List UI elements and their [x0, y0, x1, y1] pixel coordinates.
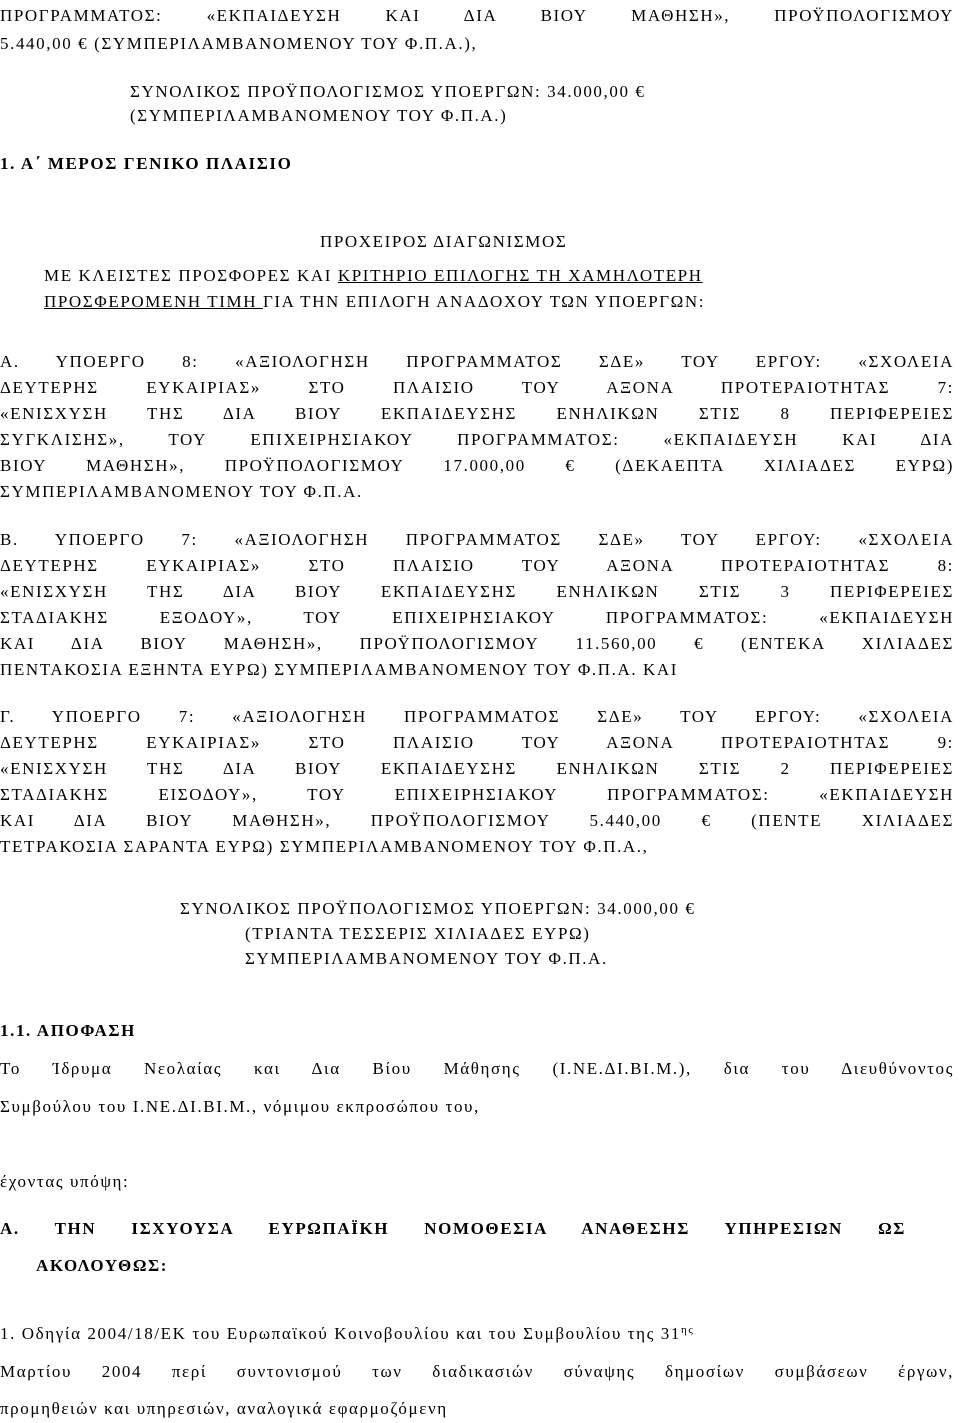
- subproject-a-line: ΒΙΟΥ ΜΑΘΗΣΗ», ΠΡΟΫΠΟΛΟΓΙΣΜΟΥ 17.000,00 € (ΔΕΚΑΕΠΤΑ ΧΙΛΙΑΔΕΣ ΕΥΡΩ): [0, 456, 954, 475]
- decision-body-line-2: Συμβούλου του Ι.ΝΕ.ΔΙ.ΒΙ.Μ., νόμιμου εκπροσώπου του,: [0, 1097, 480, 1116]
- subproject-c-line: «ΕΝΙΣΧΥΣΗ ΤΗΣ ΔΙΑ ΒΙΟΥ ΕΚΠΑΙΔΕΥΣΗΣ ΕΝΗΛΙΚΩΝ ΣΤΙΣ 2 ΠΕΡΙΦΕΡΕΙΕΣ: [0, 759, 954, 778]
- subproject-c-line: Γ. ΥΠΟΕΡΓΟ 7: «ΑΞΙΟΛΟΓΗΣΗ ΠΡΟΓΡΑΜΜΑΤΟΣ ΣΔΕ» ΤΟΥ ΕΡΓΟΥ: «ΣΧΟΛΕΙΑ: [0, 707, 954, 726]
- criteria-line-2-underlined: ΠΡΟΣΦΕΡΟΜΕΝΗ ΤΙΜΗ: [44, 292, 263, 311]
- subproject-a-line: «ΕΝΙΣΧΥΣΗ ΤΗΣ ΔΙΑ ΒΙΟΥ ΕΚΠΑΙΔΕΥΣΗΣ ΕΝΗΛΙΚΩΝ ΣΤΙΣ 8 ΠΕΡΙΦΕΡΕΙΕΣ: [0, 404, 954, 423]
- subproject-c-line: ΚΑΙ ΔΙΑ ΒΙΟΥ ΜΑΘΗΣΗ», ΠΡΟΫΠΟΛΟΓΙΣΜΟΥ 5.440,00 € (ΠΕΝΤΕ ΧΙΛΙΑΔΕΣ: [0, 811, 954, 830]
- subproject-b-line: ΠΕΝΤΑΚΟΣΙΑ ΕΞΗΝΤΑ ΕΥΡΩ) ΣΥΜΠΕΡΙΛΑΜΒΑΝΟΜΕΝΟΥ ΤΟΥ Φ.Π.Α. ΚΑΙ: [0, 660, 679, 679]
- decision-heading: 1.1. ΑΠΟΦΑΣΗ: [0, 1021, 136, 1040]
- directive-item-line-1: [0, 1324, 694, 1344]
- header-line-1: ΠΡΟΓΡΑΜΜΑΤΟΣ: «ΕΚΠΑΙΔΕΥΣΗ ΚΑΙ ΔΙΑ ΒΙΟΥ ΜΑΘΗΣΗ», ΠΡΟΫΠΟΛΟΓΙΣΜΟΥ: [0, 6, 954, 25]
- header-vat-note: (ΣΥΜΠΕΡΙΛΑΜΒΑΝΟΜΕΝΟΥ ΤΟΥ Φ.Π.Α.): [130, 106, 508, 125]
- subproject-a-line: ΔΕΥΤΕΡΗΣ ΕΥΚΑΙΡΙΑΣ» ΣΤΟ ΠΛΑΙΣΙΟ ΤΟΥ ΑΞΟΝΑ ΠΡΟΤΕΡΑΙΟΤΗΤΑΣ 7:: [0, 378, 954, 397]
- subproject-b-paragraph: [0, 527, 954, 683]
- subproject-c-line: ΣΤΑΔΙΑΚΗΣ ΕΙΣΟΔΟΥ», ΤΟΥ ΕΠΙΧΕΙΡΗΣΙΑΚΟΥ ΠΡΟΓΡΑΜΜΑΤΟΣ: «ΕΚΠΑΙΔΕΥΣΗ: [0, 785, 954, 804]
- decision-body-line-1: Το Ίδρυμα Νεολαίας και Δια Βίου Μάθησης (Ι.ΝΕ.ΔΙ.ΒΙ.Μ.), δια του Διευθύνοντος: [0, 1059, 954, 1078]
- directive-item-line-2: Μαρτίου 2004 περί συντονισμού των διαδικασιών σύναψης δημοσίων συμβάσεων έργων,: [0, 1362, 954, 1381]
- subproject-b-line: «ΕΝΙΣΧΥΣΗ ΤΗΣ ΔΙΑ ΒΙΟΥ ΕΚΠΑΙΔΕΥΣΗΣ ΕΝΗΛΙΚΩΝ ΣΤΙΣ 3 ΠΕΡΙΦΕΡΕΙΕΣ: [0, 582, 954, 601]
- subproject-c-line: ΔΕΥΤΕΡΗΣ ΕΥΚΑΙΡΙΑΣ» ΣΤΟ ΠΛΑΙΣΙΟ ΤΟΥ ΑΞΟΝΑ ΠΡΟΤΕΡΑΙΟΤΗΤΑΣ 9:: [0, 733, 954, 752]
- header-line-2: 5.440,00 € (ΣΥΜΠΕΡΙΛΑΜΒΑΝΟΜΕΝΟΥ ΤΟΥ Φ.Π.Α.),: [0, 34, 478, 53]
- criteria-line-1-plain: ΜΕ ΚΛΕΙΣΤΕΣ ΠΡΟΣΦΟΡΕΣ ΚΑΙ: [44, 266, 338, 285]
- subproject-b-line: Β. ΥΠΟΕΡΓΟ 7: «ΑΞΙΟΛΟΓΗΣΗ ΠΡΟΓΡΑΜΜΑΤΟΣ ΣΔΕ» ΤΟΥ ΕΡΓΟΥ: «ΣΧΟΛΕΙΑ: [0, 530, 954, 549]
- directive-item-line-3: προμηθειών και υπηρεσιών, αναλογικά εφαρμοζόμενη: [0, 1399, 448, 1418]
- considering-label: έχοντας υπόψη:: [0, 1172, 130, 1191]
- criteria-line-1-underlined: ΚΡΙΤΗΡΙΟ ΕΠΙΛΟΓΗΣ ΤΗ ΧΑΜΗΛΟΤΕΡΗ: [337, 266, 703, 285]
- subproject-b-line: ΚΑΙ ΔΙΑ ΒΙΟΥ ΜΑΘΗΣΗ», ΠΡΟΫΠΟΛΟΓΙΣΜΟΥ 11.560,00 € (ΕΝΤΕΚΑ ΧΙΛΙΑΔΕΣ: [0, 634, 954, 653]
- procedure-title: ΠΡΟΧΕΙΡΟΣ ΔΙΑΓΩΝΙΣΜΟΣ: [320, 232, 568, 251]
- eu-law-heading-line-1: Α. ΤΗΝ ΙΣΧΥΟΥΣΑ ΕΥΡΩΠΑΪΚΗ ΝΟΜΟΘΕΣΙΑ ΑΝΑΘΕΣΗΣ ΥΠΗΡΕΣΙΩΝ ΩΣ: [0, 1219, 906, 1238]
- total-budget-vat: ΣΥΜΠΕΡΙΛΑΜΒΑΝΟΜΕΝΟΥ ΤΟΥ Φ.Π.Α.: [245, 949, 608, 968]
- subproject-c-paragraph: [0, 704, 954, 860]
- criteria-line-1: [44, 266, 703, 286]
- total-budget-words: (ΤΡΙΑΝΤΑ ΤΕΣΣΕΡΙΣ ΧΙΛΙΑΔΕΣ ΕΥΡΩ): [245, 924, 591, 943]
- eu-law-heading-line-2: ΑΚΟΛΟΥΘΩΣ:: [36, 1256, 169, 1275]
- section-heading: 1. Α΄ ΜΕΡΟΣ ΓΕΝΙΚΟ ΠΛΑΙΣΙΟ: [0, 154, 293, 173]
- criteria-line-2: [44, 292, 705, 312]
- subproject-b-line: ΣΤΑΔΙΑΚΗΣ ΕΞΟΔΟΥ», ΤΟΥ ΕΠΙΧΕΙΡΗΣΙΑΚΟΥ ΠΡΟΓΡΑΜΜΑΤΟΣ: «ΕΚΠΑΙΔΕΥΣΗ: [0, 608, 954, 627]
- criteria-line-2-plain: ΓΙΑ ΤΗΝ ΕΠΙΛΟΓΗ ΑΝΑΔΟΧΟΥ ΤΩΝ ΥΠΟΕΡΓΩΝ:: [262, 292, 706, 311]
- header-total-line: ΣΥΝΟΛΙΚΟΣ ΠΡΟΫΠΟΛΟΓΙΣΜΟΣ ΥΠΟΕΡΓΩΝ: 34.000,00 €: [130, 82, 646, 101]
- directive-item-text: 1. Οδηγία 2004/18/ΕΚ του Ευρωπαϊκού Κοινοβουλίου και του Συμβουλίου της 31: [0, 1324, 681, 1343]
- subproject-a-paragraph: [0, 349, 954, 505]
- subproject-c-line: ΤΕΤΡΑΚΟΣΙΑ ΣΑΡΑΝΤΑ ΕΥΡΩ) ΣΥΜΠΕΡΙΛΑΜΒΑΝΟΜΕΝΟΥ ΤΟΥ Φ.Π.Α.,: [0, 837, 649, 856]
- subproject-a-line: Α. ΥΠΟΕΡΓΟ 8: «ΑΞΙΟΛΟΓΗΣΗ ΠΡΟΓΡΑΜΜΑΤΟΣ ΣΔΕ» ΤΟΥ ΕΡΓΟΥ: «ΣΧΟΛΕΙΑ: [0, 352, 954, 371]
- ordinal-suffix: ης: [681, 1324, 695, 1336]
- subproject-a-line: ΣΥΜΠΕΡΙΛΑΜΒΑΝΟΜΕΝΟΥ ΤΟΥ Φ.Π.Α.: [0, 482, 363, 501]
- subproject-a-line: ΣΥΓΚΛΙΣΗΣ», ΤΟΥ ΕΠΙΧΕΙΡΗΣΙΑΚΟΥ ΠΡΟΓΡΑΜΜΑΤΟΣ: «ΕΚΠΑΙΔΕΥΣΗ ΚΑΙ ΔΙΑ: [0, 430, 954, 449]
- total-budget-line: ΣΥΝΟΛΙΚΟΣ ΠΡΟΫΠΟΛΟΓΙΣΜΟΣ ΥΠΟΕΡΓΩΝ: 34.000,00 €: [180, 899, 696, 918]
- subproject-b-line: ΔΕΥΤΕΡΗΣ ΕΥΚΑΙΡΙΑΣ» ΣΤΟ ΠΛΑΙΣΙΟ ΤΟΥ ΑΞΟΝΑ ΠΡΟΤΕΡΑΙΟΤΗΤΑΣ 8:: [0, 556, 954, 575]
